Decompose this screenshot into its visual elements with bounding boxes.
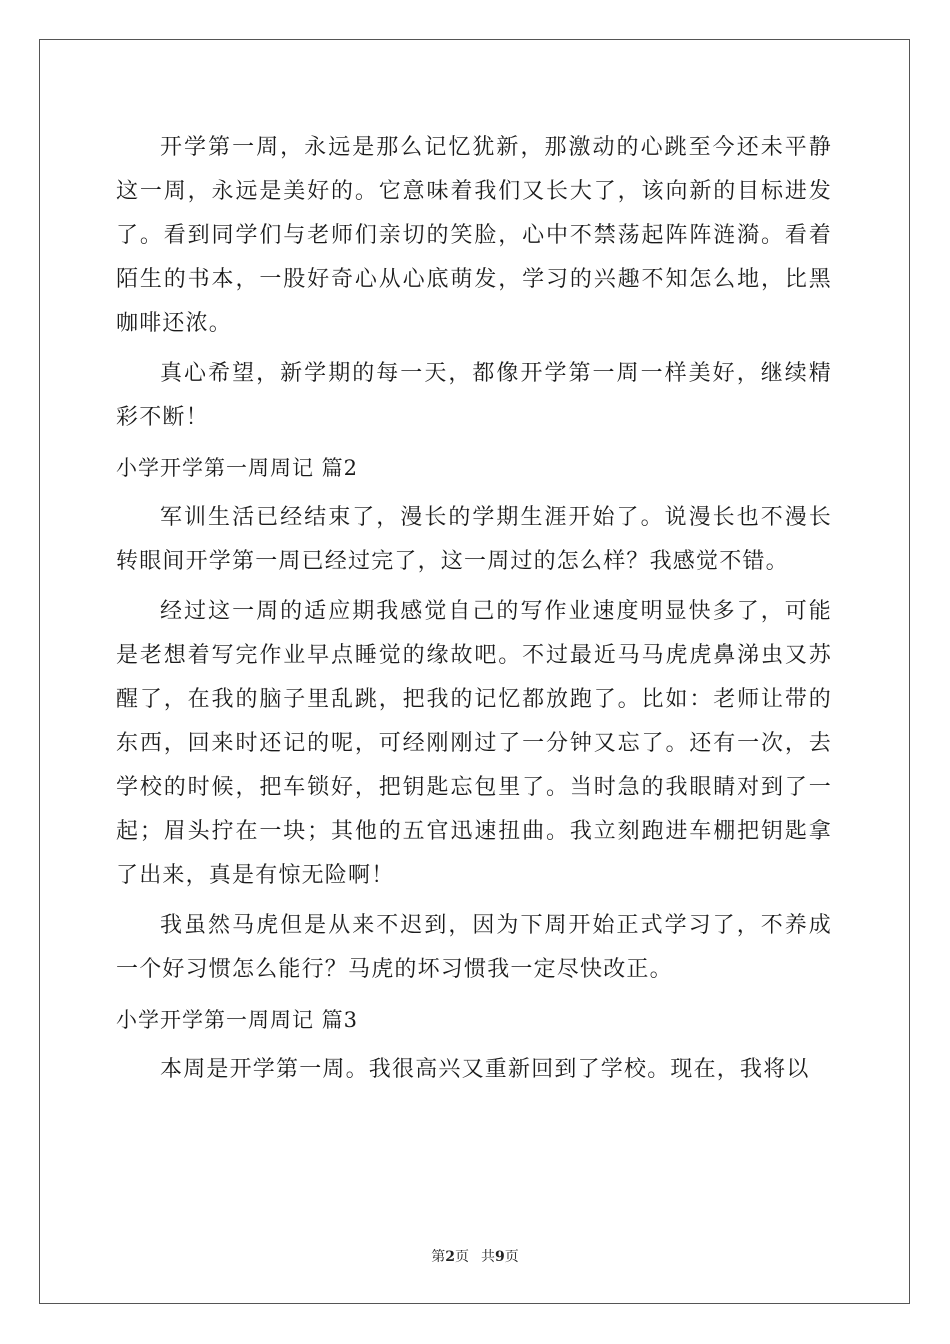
section-heading: 小学开学第一周周记 篇2 [116, 456, 359, 480]
paragraph: 本周是开学第一周。我很高兴又重新回到了学校。现在，我将以 [160, 1057, 810, 1082]
paragraph: 我虽然马虎但是从来不迟到，因为下周开始正式学习了，不养成一个好习惯怎么能行？马虎的坏习惯我一定尽快改正。 [116, 913, 832, 982]
paragraph: 经过这一周的适应期我感觉自己的写作业速度明显快多了，可能是老想着写完作业早点睡觉的缘故吧。不过最近马马虎虎鼻涕虫又苏醒了，在我的脑子里乱跳，把我的记忆都放跑了。比如：老师让带的东西，回来时还记的呢，可经刚刚过了一分钟又忘了。还有一次，去学校的时候，把车锁好，把钥匙忘包里了。当时急的我眼睛对到了一起；眉头拧在一块；其他的五官迅速扭曲。我立刻跑进车棚把钥匙拿了出来，真是有惊无险啊！ [116, 599, 832, 888]
page-footer [0, 1246, 950, 1266]
paragraph: 开学第一周，永远是那么记忆犹新，那激动的心跳至今还未平静这一周，永远是美好的。它意味着我们又长大了，该向新的目标进发了。看到同学们与老师们亲切的笑脸，心中不禁荡起阵阵涟漪。看着陌生的书本，一股好奇心从心底萌发，学习的兴趣不知怎么地，比黑咖啡还浓。 [116, 135, 832, 336]
section-heading: 小学开学第一周周记 篇3 [116, 1008, 359, 1032]
total-pages: 9 [495, 1249, 505, 1265]
total-suffix: 页 [504, 1249, 519, 1265]
document-body [116, 126, 832, 1098]
paragraph: 军训生活已经结束了，漫长的学期生涯开始了。说漫长也不漫长转眼间开学第一周已经过完了，这一周过的怎么样？我感觉不错。 [116, 505, 832, 574]
page-prefix: 第 [431, 1249, 446, 1265]
page-number: 2 [445, 1249, 455, 1265]
paragraph: 真心希望，新学期的每一天，都像开学第一周一样美好，继续精彩不断！ [116, 361, 832, 430]
page-suffix: 页 [455, 1249, 469, 1265]
total-prefix: 共 [481, 1249, 495, 1265]
